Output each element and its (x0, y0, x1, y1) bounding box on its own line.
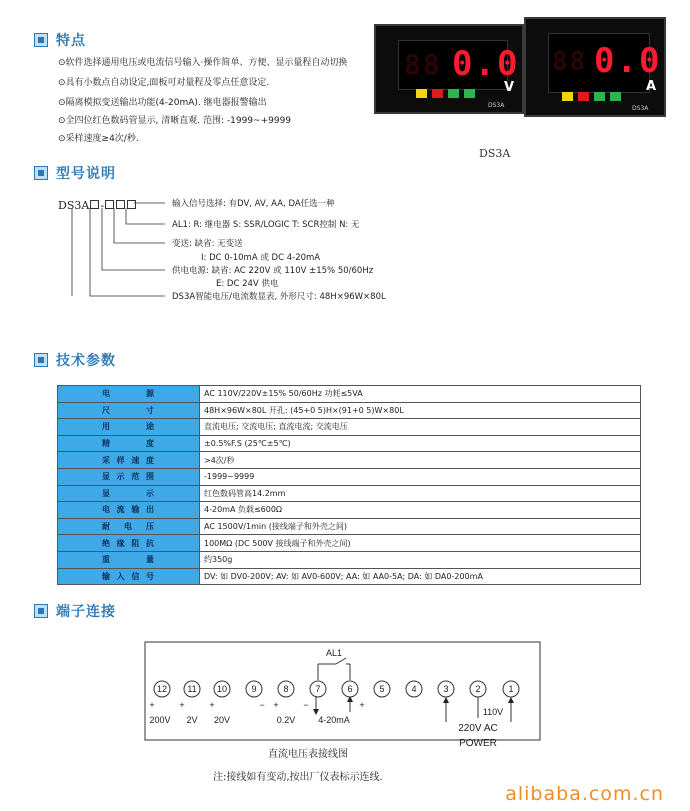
feature-item: ⊙全四位红色数码管显示, 清晰直观. 范围: -1999~+9999 (58, 116, 292, 126)
model-line: AL1: R: 继电器 S: SSR/LOGIC T: SCR控制 N: 无 (172, 220, 360, 230)
spec-value: 约350g (200, 551, 641, 568)
terminal-number: 10 (216, 684, 228, 694)
terminal-label: 2V (186, 715, 198, 725)
feature-item: ⊙采样速度≥4次/秒. (58, 134, 139, 144)
section-title: 特点 (56, 33, 86, 49)
section-title: 端子连接 (56, 604, 116, 620)
svg-text:+: + (179, 700, 185, 710)
spec-key: 耐电压 (58, 518, 200, 535)
terminal-number: 1 (508, 684, 514, 694)
meter-reading: 0.0 (594, 41, 662, 81)
terminal-number: 12 (156, 684, 168, 694)
spec-key: 输入信号 (58, 568, 200, 585)
relay-label: AL1 (325, 648, 343, 658)
spec-key: 显示范围 (58, 468, 200, 485)
feature-item: ⊙隔离模拟变送输出功能(4-20mA). 继电器报警输出 (58, 98, 267, 108)
feature-item: ⊙具有小数点自动设定,面板可对量程及零点任意设定. (58, 78, 270, 88)
meter-unit: V (504, 80, 515, 95)
power-label: 220V AC (458, 723, 498, 734)
spec-value: 48H×96W×80L 开孔: (45+0 5)H×(91+0 5)W×80L (200, 402, 641, 419)
svg-text:−: − (259, 700, 265, 710)
terminal-label: 20V (213, 715, 231, 725)
spec-value: 100MΩ (DC 500V 接线端子和外壳之间) (200, 535, 641, 552)
model-line: 供电电源: 缺省: AC 220V 或 110V ±15% 50/60Hz (172, 266, 374, 276)
model-code-prefix: DS3A (58, 199, 90, 212)
model-line: 变送: 缺省: 无变送 (172, 239, 243, 249)
spec-value: 直流电压; 交流电压; 直流电流; 交流电压 (200, 419, 641, 436)
model-line: E: DC 24V 供电 (216, 279, 279, 289)
spec-value: AC 110V/220V±15% 50/60Hz 功耗≤5VA (200, 386, 641, 403)
spec-key: 电流输出 (58, 502, 200, 519)
power-label: POWER (459, 738, 497, 749)
svg-text:−: − (303, 700, 309, 710)
spec-value: ±0.5%F.S (25℃±5℃) (200, 435, 641, 452)
wiring-note: 注:接线如有变动,按出厂仪表标示连线. (213, 772, 383, 783)
spec-value: -1999~9999 (200, 468, 641, 485)
terminal-number: 11 (187, 684, 197, 694)
spec-value: DV: 如 DV0-200V; AV: 如 AV0-600V; AA: 如 AA0-5A; DA: 如 DA0-200mA (200, 568, 641, 585)
terminal-number: 9 (251, 684, 257, 694)
terminal-label: 200V (149, 715, 171, 725)
spec-value: AC 1500V/1min (接线端子和外壳之间) (200, 518, 641, 535)
spec-value: >4次/秒 (200, 452, 641, 469)
terminal-label: 0.2V (276, 715, 296, 725)
terminal-number: 4 (411, 684, 417, 694)
model-code: DS3A - (58, 199, 137, 212)
terminal-label: 110V (482, 707, 504, 717)
terminal-number: 3 (443, 684, 449, 694)
model-line: 输入信号选择: 有DV, AV, AA, DA任选一种 (172, 199, 335, 209)
section-title: 技术参数 (56, 353, 116, 369)
spec-key: 重量 (58, 551, 200, 568)
feature-item: ⊙软件选择通用电压或电流信号输入·操作简单、方便、显示量程自动切换 (58, 58, 348, 68)
model-line: I: DC 0-10mA 或 DC 4-20mA (201, 253, 321, 263)
svg-text:+: + (273, 700, 279, 710)
terminal-number: 5 (379, 684, 385, 694)
model-line: DS3A智能电压/电流数显表, 外形尺寸: 48H×96W×80L (172, 292, 386, 302)
spec-value: 红色数码管高14.2mm (200, 485, 641, 502)
spec-key: 精度 (58, 435, 200, 452)
spec-key: 采样速度 (58, 452, 200, 469)
terminal-number: 8 (283, 684, 289, 694)
svg-text:+: + (149, 700, 155, 710)
spec-key: 绝缘阻抗 (58, 535, 200, 552)
svg-text:+: + (209, 700, 215, 710)
meter-model-label: DS3A (488, 102, 505, 109)
spec-key: 显示 (58, 485, 200, 502)
section-title: 型号说明 (56, 166, 116, 182)
meter-current-image: 88 0.0 A DS3A (524, 17, 666, 117)
product-caption: DS3A (479, 147, 511, 160)
spec-value: 4-20mA 负载≤600Ω (200, 502, 641, 519)
spec-key: 用途 (58, 419, 200, 436)
spec-key: 电源 (58, 386, 200, 403)
watermark: alibaba.com.cn (505, 783, 664, 805)
spec-key: 尺寸 (58, 402, 200, 419)
terminal-number: 6 (347, 684, 353, 694)
meter-model-label: DS3A (632, 105, 649, 112)
terminal-circles (154, 681, 519, 697)
diagram-caption: 直流电压表接线图 (268, 749, 348, 760)
meter-voltage-image: 88 0.0 V DS3A (374, 24, 524, 114)
meter-unit: A (646, 79, 657, 94)
svg-text:+: + (359, 700, 365, 710)
meter-reading: 0.0 (452, 44, 520, 84)
terminal-label: 4-20mA (318, 715, 350, 725)
terminal-number: 7 (315, 684, 321, 694)
terminal-number: 2 (475, 684, 481, 694)
